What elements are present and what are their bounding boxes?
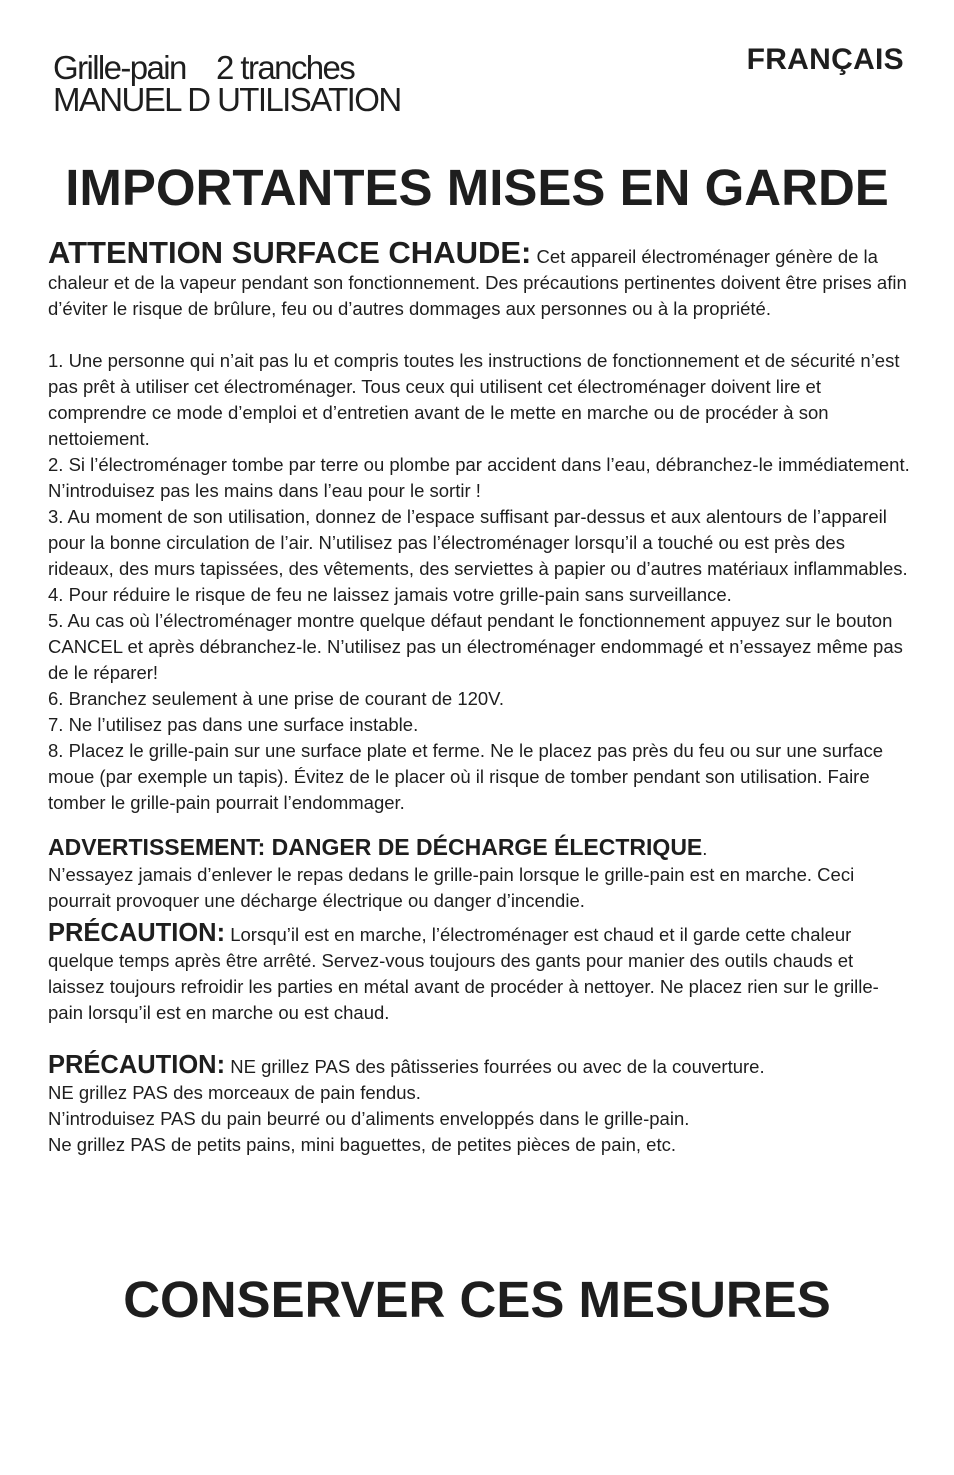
caution-line: NE grillez PAS des morceaux de pain fendus. <box>48 1082 421 1103</box>
language-label: FRANÇAIS <box>746 43 904 76</box>
electric-warning-heading-line <box>48 834 912 862</box>
list-item: 5. Au cas où l’électroménager montre quelque défaut pendant le fonctionnement appuyez sur le bouton CANCEL et après débranchez-le. N’utilisez pas un électroménager endommagé et n’essayez même pas de le réparer! <box>48 610 903 683</box>
hot-surface-heading: ATTENTION SURFACE CHAUDE: <box>48 235 532 270</box>
caution-line: Ne grillez PAS de petits pains, mini baguettes, de petites pièces de pain, etc. <box>48 1134 676 1155</box>
list-item: 3. Au moment de son utilisation, donnez de l’espace suffisant par-dessus et aux alentours de l’appareil pour la bonne circulation de l’air. N’utilisez pas l’électroménager lorsqu’il a touché ou est près des rideaux, des murs tapissées, des vêtements, des serviettes à papier ou d’autres matériaux inflammables. <box>48 506 908 579</box>
safety-content <box>48 235 912 1158</box>
caution-text: Lorsqu’il est en marche, l’électroménager est chaud et il garde cette chaleur quelque temps après être arrêté. Servez-vous toujours des gants pour manier des outils chauds et laissez toujours refroidir les parties en métal avant de procéder à nettoyer. Ne placez rien sur le grille-pain lorsqu’il est en marche ou est chaud. <box>48 924 879 1023</box>
caution-paragraph <box>48 920 912 1026</box>
list-item: 6. Branchez seulement à une prise de courant de 120V. <box>48 688 504 709</box>
caution-line: N’introduisez PAS du pain beurré ou d’aliments enveloppés dans le grille-pain. <box>48 1108 690 1129</box>
hot-surface-paragraph <box>48 235 912 322</box>
electric-warning-heading: ADVERTISSEMENT: DANGER DE DÉCHARGE ÉLECTRIQUE <box>48 834 703 860</box>
list-item: 7. Ne l’utilisez pas dans une surface instable. <box>48 714 419 735</box>
document-title <box>53 49 401 118</box>
electric-warning-text: N’essayez jamais d’enlever le repas dedans le grille-pain lorsque le grille-pain est en marche. Ceci pourrait provoquer une décharge électrique ou danger d’incendie. <box>48 864 855 911</box>
footer-heading: CONSERVER CES MESURES <box>123 1271 831 1328</box>
hot-surface-text: Cet appareil électroménager génère de la chaleur et de la vapeur pendant son fonctionnement. Des précautions pertinentes doivent être prises afin d’éviter le risque de brûlure, feu ou d’autres dommages aux personnes ou à la propriété. <box>48 246 907 319</box>
caution-heading: PRÉCAUTION: <box>48 919 226 947</box>
list-item: 4. Pour réduire le risque de feu ne laissez jamais votre grille-pain sans surveillance. <box>48 584 732 605</box>
manual-label: MANUEL D UTILISATION <box>53 81 401 118</box>
caution-heading-2: PRÉCAUTION: <box>48 1051 226 1079</box>
product-name: Grille-pain 2 tranches <box>53 49 355 86</box>
caution-text-2: NE grillez PAS des pâtisseries fourrées ou avec de la couverture. <box>225 1056 765 1077</box>
caution-paragraph-2 <box>48 1052 912 1080</box>
main-heading: IMPORTANTES MISES EN GARDE <box>65 159 889 216</box>
list-item: 8. Placez le grille-pain sur une surface plate et ferme. Ne le placez pas près du feu ou sur une surface moue (par exemple un tapis). Évitez de le placer où il risque de tomber pendant son utilisation. Faire tomber le grille-pain pourrait l’endommager. <box>48 740 884 813</box>
list-item: 2. Si l’électroménager tombe par terre ou plombe par accident dans l’eau, débranchez-le immédiatement. N’introduisez pas les mains dans l’eau pour le sortir ! <box>48 454 910 501</box>
list-item: 1. Une personne qui n’ait pas lu et compris toutes les instructions de fonctionnement et de sécurité n’est pas prêt à utiliser cet électroménager. Tous ceux qui utilisent cet électroménager doivent lire et comprendre ce mode d’emploi et d’entretien avant de le mette en marche ou de procéder à son nettoiement. <box>48 350 900 449</box>
electric-warning-period: . <box>702 838 708 859</box>
